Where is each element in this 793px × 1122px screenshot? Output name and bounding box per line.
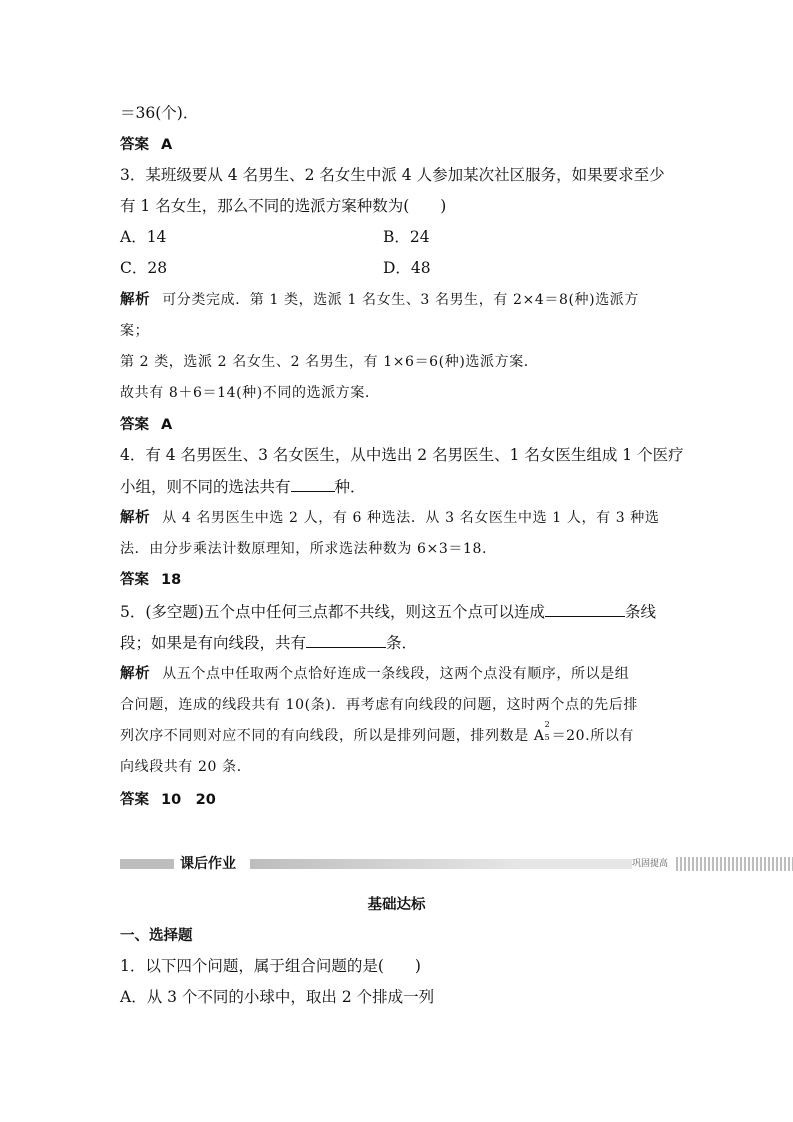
q5-analysis-line1: 解析 从五个点中任取两个点恰好连成一条线段，这两个点没有顺序，所以是组	[120, 666, 630, 682]
analysis-label: 解析	[120, 292, 151, 308]
answer-value: 18	[161, 572, 182, 588]
q5-analysis-line4: 向线段共有 20 条．	[120, 759, 252, 775]
header-bar-gradient	[250, 859, 520, 869]
perm-subscript: 5	[544, 733, 551, 742]
q5-text-line1: 5．(多空题)五个点中任何三点都不共线，则这五个点可以连成 条线	[120, 603, 656, 621]
prev-answer-tail: ＝36(个)．	[120, 104, 199, 122]
header-bar-light	[520, 859, 632, 869]
q5-analysis-line2: 合问题，连成的线段共有 10(条)．再考虑有向线段的问题，这时两个点的先后排	[120, 697, 638, 713]
section-title: 基础达标	[367, 897, 426, 913]
q5-text-line2: 段；如果是有向线段，共有 条．	[120, 634, 418, 652]
q3-analysis-line2: 案；	[120, 323, 150, 339]
q5-analysis-line3: 列次序不同则对应不同的有向线段，所以是排列问题，排列数是 A 2 5 ＝20.所以有	[120, 720, 635, 744]
q3-option-b: B．24	[383, 228, 430, 246]
q3-text-line2: 有 1 名女生，那么不同的选派方案种数为( )	[120, 197, 447, 215]
answer-value: A	[161, 417, 173, 433]
q4-text-line1: 4．有 4 名男医生、3 名女医生，从中选出 2 名男医生、1 名女医生组成 1 个医疗	[120, 446, 684, 464]
answer-label: 答案	[120, 792, 149, 808]
q3-option-d: D．48	[383, 259, 431, 277]
answer-label: 答案	[120, 417, 149, 433]
q3-analysis-line1: 解析 可分类完成．第 1 类，选派 1 名女生、3 名男生，有 2×4＝8(种)选派方	[120, 292, 640, 308]
header-bar-stripes	[676, 857, 793, 871]
homework-header-bar	[120, 855, 680, 873]
analysis-label: 解析	[120, 510, 151, 526]
q3-analysis-line4: 故共有 8＋6＝14(种)不同的选派方案．	[120, 385, 380, 401]
q3-options-row1	[120, 227, 430, 247]
analysis-label: 解析	[120, 666, 151, 682]
part-heading: 一、选择题	[120, 928, 193, 944]
q4-answer-row	[120, 569, 181, 590]
header-bar-left-block	[120, 859, 174, 869]
q3-answer-row	[120, 414, 172, 435]
answer-label: 答案	[120, 572, 149, 588]
q3-text-line1: 3．某班级要从 4 名男生、2 名女生中派 4 人参加某次社区服务，如果要求至少	[120, 166, 665, 184]
fill-blank	[291, 476, 335, 492]
homework-tag: 巩固提高	[632, 859, 669, 869]
answer-label: 答案	[120, 137, 149, 153]
q4-text-line2: 小组，则不同的选法共有 种．	[120, 478, 366, 496]
homework-title: 课后作业	[180, 856, 236, 872]
answer-value: A	[161, 137, 173, 153]
q4-analysis-line2: 法．由分步乘法计数原理知，所求选法种数为 6×3＝18.	[120, 541, 488, 557]
answer-value: 10 20	[161, 792, 216, 808]
q3-option-c: C．28	[120, 259, 168, 277]
fill-blank	[545, 601, 625, 617]
q3-analysis-line3: 第 2 类，选派 2 名女生、2 名男生，有 1×6＝6(种)选派方案．	[120, 354, 539, 370]
hw-q1-option-a: A．从 3 个不同的小球中，取出 2 个排成一列	[120, 988, 435, 1006]
hw-q1-text: 1．以下四个问题，属于组合问题的是( )	[120, 957, 421, 975]
prev-answer-row	[120, 134, 172, 155]
q4-analysis-line1: 解析 从 4 名男医生中选 2 人，有 6 种选法．从 3 名女医生中选 1 人，有 3 种选	[120, 510, 660, 526]
q3-options-row2	[120, 258, 431, 278]
q3-option-a: A．14	[120, 228, 167, 246]
perm-superscript: 2	[544, 720, 551, 729]
q5-answer-row	[120, 789, 216, 810]
fill-blank	[306, 632, 386, 648]
